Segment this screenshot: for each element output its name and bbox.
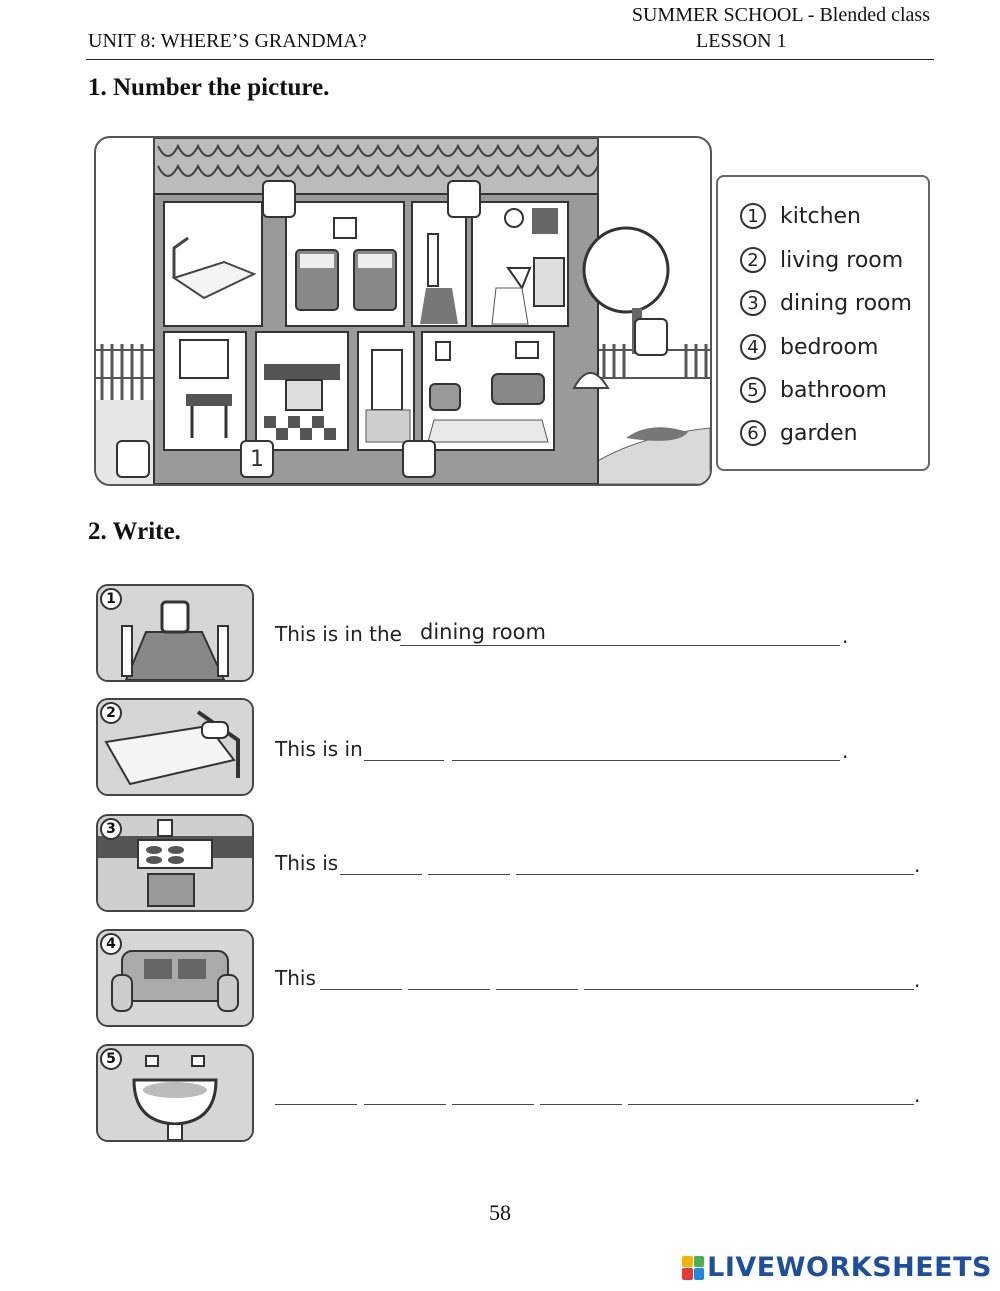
thumbnail-living-room <box>96 929 254 1027</box>
answer-line[interactable] <box>628 1104 914 1105</box>
header-divider <box>86 59 934 60</box>
sentence-end: . <box>914 1083 921 1107</box>
legend-label: kitchen <box>780 203 861 229</box>
number-box-dining[interactable] <box>116 440 150 478</box>
legend-number: 5 <box>740 377 766 403</box>
unit-title: UNIT 8: WHERE’S GRANDMA? <box>88 30 367 52</box>
number-box-hall[interactable] <box>447 180 481 218</box>
answer-line[interactable] <box>452 760 840 761</box>
item-number: 2 <box>100 702 122 724</box>
sentence-end: . <box>842 739 849 763</box>
thumbnail-kitchen <box>96 814 254 912</box>
room-legend <box>716 175 930 471</box>
thumbnail-bathroom <box>96 1044 254 1142</box>
number-box-garden[interactable] <box>634 318 668 356</box>
legend-number: 3 <box>740 290 766 316</box>
number-box-living[interactable] <box>402 440 436 478</box>
answer-line[interactable] <box>275 1104 357 1105</box>
legend-label: garden <box>780 420 858 446</box>
legend-item <box>740 377 887 403</box>
item-number: 4 <box>100 933 122 955</box>
legend-label: dining room <box>780 290 912 316</box>
lesson-title: LESSON 1 <box>696 30 787 52</box>
answer-line[interactable] <box>320 989 402 990</box>
legend-number: 1 <box>740 203 766 229</box>
sentence-prefix: This is in the <box>275 622 402 646</box>
sentence-prefix: This is <box>275 851 339 875</box>
legend-label: bathroom <box>780 377 887 403</box>
section1-heading: 1. Number the picture. <box>88 74 330 101</box>
course-title: SUMMER SCHOOL - Blended class <box>631 4 930 26</box>
legend-number: 6 <box>740 420 766 446</box>
answer-line[interactable] <box>516 874 914 875</box>
sentence-prefix: This <box>275 966 316 990</box>
legend-item <box>740 203 861 229</box>
number-box-kitchen[interactable]: 1 <box>240 440 274 478</box>
number-box-bedroom[interactable] <box>262 180 296 218</box>
answer-line[interactable] <box>364 1104 446 1105</box>
legend-number: 2 <box>740 247 766 273</box>
thumbnail-dining-room <box>96 584 254 682</box>
legend-item <box>740 290 912 316</box>
brand-mark-icon <box>682 1256 704 1280</box>
legend-item <box>740 420 858 446</box>
brand-name: LIVEWORKSHEETS <box>707 1252 992 1283</box>
sentence-end: . <box>914 853 921 877</box>
item-number: 5 <box>100 1048 122 1070</box>
item-number: 1 <box>100 588 122 610</box>
item-number: 3 <box>100 818 122 840</box>
answer-line[interactable] <box>452 1104 534 1105</box>
answer-text[interactable]: dining room <box>420 620 546 644</box>
legend-item <box>740 247 903 273</box>
answer-line[interactable] <box>364 760 444 761</box>
section2-heading: 2. Write. <box>88 518 181 545</box>
legend-number: 4 <box>740 334 766 360</box>
sentence-end: . <box>842 624 849 648</box>
answer-line[interactable] <box>496 989 578 990</box>
legend-label: living room <box>780 247 904 273</box>
legend-item <box>740 334 878 360</box>
answer-line[interactable] <box>408 989 490 990</box>
house-picture <box>94 136 712 486</box>
house-illustration <box>96 138 710 484</box>
answer-line[interactable] <box>340 874 422 875</box>
legend-label: bedroom <box>780 334 879 360</box>
answer-line[interactable] <box>400 645 840 646</box>
brand-logo[interactable] <box>682 1252 992 1283</box>
sentence-end: . <box>914 968 921 992</box>
thumbnail-bedroom <box>96 698 254 796</box>
answer-line[interactable] <box>428 874 510 875</box>
sentence-prefix: This is in <box>275 737 363 761</box>
answer-line[interactable] <box>540 1104 622 1105</box>
page-number: 58 <box>489 1200 511 1225</box>
answer-line[interactable] <box>584 989 914 990</box>
